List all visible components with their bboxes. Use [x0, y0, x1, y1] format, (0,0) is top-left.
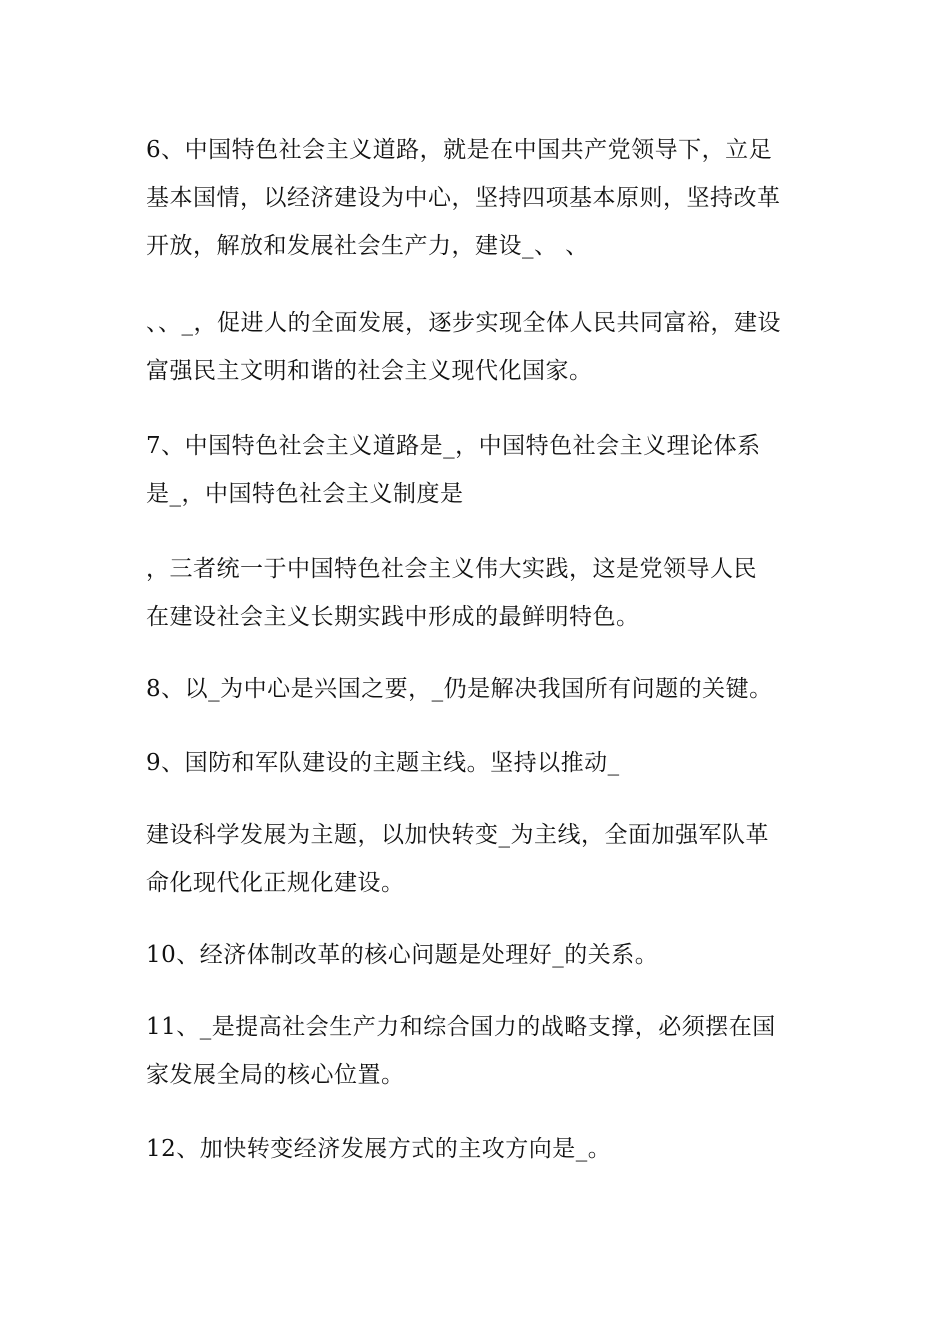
text-line: 、、_，促进人的全面发展，逐步实现全体人民共同富裕，建设 — [146, 310, 781, 336]
paragraph-question-9 — [146, 739, 811, 787]
text-line: 在建设社会主义长期实践中形成的最鲜明特色。 — [146, 604, 640, 630]
text-line: 10、经济体制改革的核心问题是处理好_的关系。 — [146, 942, 659, 968]
text-line: 6、中国特色社会主义道路，就是在中国共产党领导下，立足 — [146, 137, 773, 163]
text-line: 9、国防和军队建设的主题主线。坚持以推动_ — [146, 750, 620, 776]
text-line: 建设科学发展为主题，以加快转变_为主线，全面加强军队革 — [146, 822, 769, 848]
paragraph-question-10 — [146, 931, 811, 979]
text-line: 命化现代化正规化建设。 — [146, 870, 405, 896]
text-line: 富强民主文明和谐的社会主义现代化国家。 — [146, 358, 593, 384]
text-line: 12、加快转变经济发展方式的主攻方向是_。 — [146, 1136, 612, 1162]
text-line: 11、_是提高社会生产力和综合国力的战略支撑，必须摆在国 — [146, 1014, 776, 1040]
paragraph-question-11 — [146, 1003, 811, 1099]
paragraph-question-8 — [146, 665, 811, 713]
paragraph-question-6 — [146, 126, 811, 270]
text-line: ，三者统一于中国特色社会主义伟大实践，这是党领导人民 — [146, 556, 757, 582]
text-line: 基本国情，以经济建设为中心，坚持四项基本原则，坚持改革 — [146, 185, 781, 211]
paragraph-question-9-continued — [146, 811, 811, 907]
text-line: 家发展全局的核心位置。 — [146, 1062, 405, 1088]
paragraph-question-7 — [146, 422, 811, 518]
paragraph-question-7-continued — [146, 545, 811, 641]
paragraph-question-6-continued — [146, 299, 811, 395]
text-line: 8、以_为中心是兴国之要，_仍是解决我国所有问题的关键。 — [146, 676, 773, 702]
text-line: 开放，解放和发展社会生产力，建设_、 、 — [146, 233, 589, 259]
text-line: 是_，中国特色社会主义制度是 — [146, 481, 464, 507]
text-line: 7、中国特色社会主义道路是_，中国特色社会主义理论体系 — [146, 433, 761, 459]
paragraph-question-12 — [146, 1125, 811, 1173]
